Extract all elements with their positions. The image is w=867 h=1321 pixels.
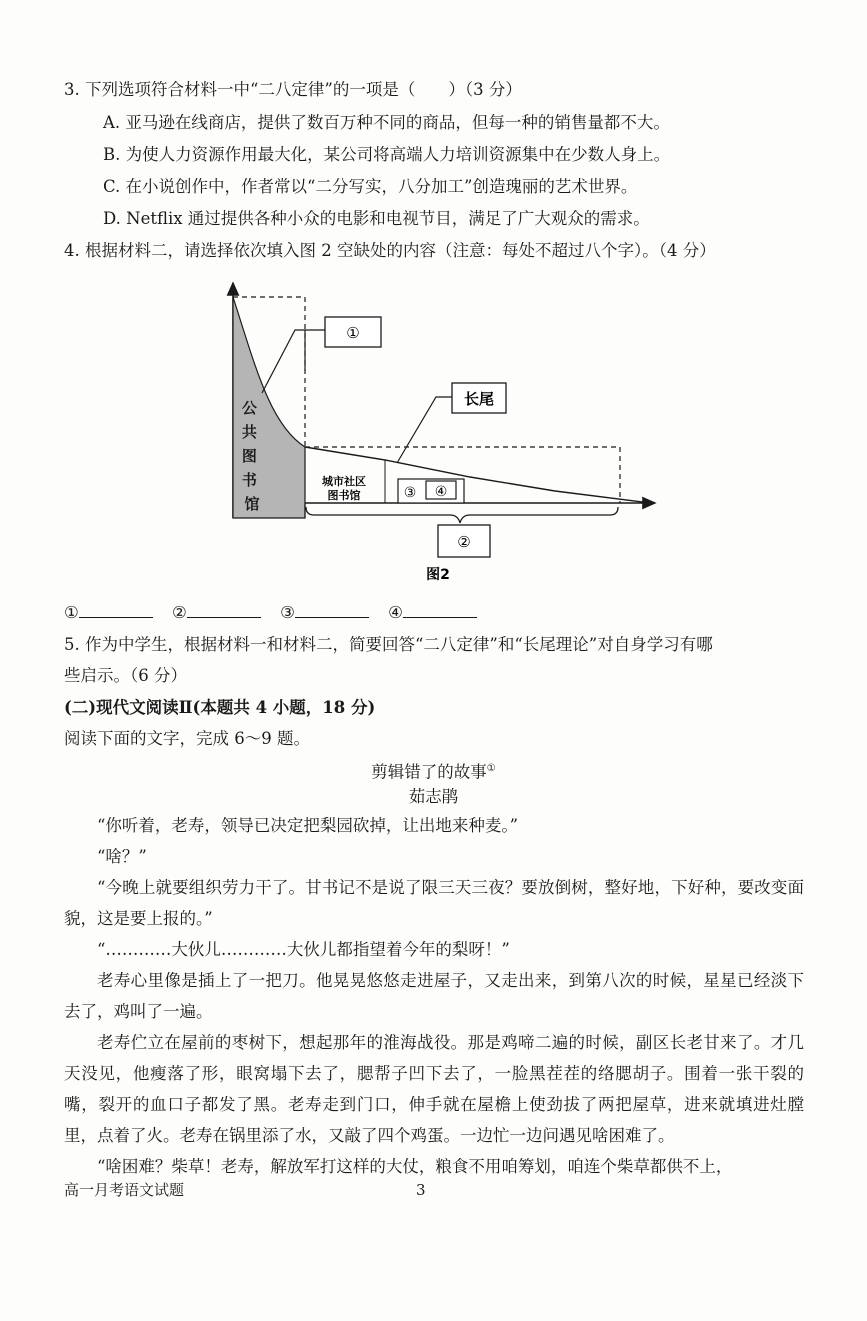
story-paragraph: “啥困难？柴草！老寿，解放军打这样的大仗，粮食不用咱筹划，咱连个柴草都供不上， [97,1157,733,1176]
story-paragraph: 老寿伫立在屋前的枣树下，想起那年的淮海战役。那是鸡啼二遍的时候，副区长老甘来了。才几天没见，他瘦落了形，眼窝塌下去了，腮帮子凹下去了，一脸黑茬茬的络腮胡子。围着一张干裂的嘴，裂开的血口子都发了黑。老寿走到门口，伸手就在屋檐上使劲拔了两把屋草，进来就填进灶膛里，点着了火。老寿在锅里添了水，又敲了四个鸡蛋。一边忙一边问遇见啥困难了。 [64,1033,804,1145]
blank-1-label: ① [64,603,79,622]
story-paragraph: “你听着，老寿，领导已决定把梨园砍掉，让出地来种麦。” [97,816,519,835]
blank-3-line[interactable] [295,601,369,618]
box-4-label: ④ [434,484,448,500]
blank-2-line[interactable] [187,601,261,618]
bottom-brace [306,507,618,523]
footer-exam-title: 高一月考语文试题 [64,1181,185,1199]
q4-stem: 4. 根据材料二，请选择依次填入图 2 空缺处的内容（注意：每处不超过八个字）。（4 分） [64,241,716,260]
section-instruction: 阅读下面的文字，完成 6～9 题。 [64,729,310,748]
public-library-label: 公 共 图 书 馆 [241,399,260,513]
q5-stem-line2: 些启示。（6 分） [64,666,187,685]
box-3-label: ③ [403,485,417,501]
story-paragraph: 老寿心里像是插上了一把刀。他晃晃悠悠走进屋子，又走出来，到第八次的时候，星星已经淡下去了，鸡叫了一遍。 [64,971,804,1021]
q3-option-d: D. Netflix 通过提供各种小众的电影和电视节目，满足了广大观众的需求。 [103,209,650,228]
story-title: 剪辑错了的故事 [371,762,487,782]
long-tail-label: 长尾 [463,390,495,408]
q3-option-a: A. 亚马逊在线商店，提供了数百万种不同的商品，但每一种的销售量都不大。 [103,113,670,132]
q5-stem-line1: 5. 作为中学生，根据材料一和材料二，简要回答“二八定律”和“长尾理论”对自身学习有哪 [64,635,713,654]
blank-3-label: ③ [280,603,295,622]
story-body [64,810,804,1182]
blank-4-line[interactable] [403,601,477,618]
blank-4-label: ④ [388,603,403,622]
story-title-line [0,758,867,784]
q3-option-b: B. 为使人力资源作用最大化，某公司将高端人力培训资源集中在少数人身上。 [103,145,671,164]
q3-stem: 3. 下列选项符合材料一中“二八定律”的一项是（ ）（3 分） [64,80,522,99]
footer-page-number: 3 [416,1181,426,1199]
box-1-label: ① [346,324,360,342]
community-library-label-1: 城市社区 [322,475,366,488]
story-author: 茹志鹃 [408,787,459,806]
figure-caption: 图2 [426,567,450,583]
story-paragraph: “啥？” [97,847,147,866]
community-library-label-2: 图书馆 [327,489,361,502]
blank-2-label: ② [172,603,187,622]
blank-1-line[interactable] [79,601,153,618]
section-heading: (二)现代文阅读Ⅱ(本题共 4 小题，18 分) [64,698,376,717]
q4-answer-blanks [64,601,491,624]
figure-2-diagram [210,275,670,595]
story-paragraph: “今晚上就要组织劳力干了。甘书记不是说了限三天三夜？要放倒树，整好地，下好种，要改变面貌，这是要上报的。” [64,878,804,928]
story-paragraph: “…………大伙儿…………大伙儿都指望着今年的梨呀！” [97,940,510,959]
box-2-label: ② [457,533,471,551]
story-footnote-mark: ① [486,763,496,774]
q3-option-c: C. 在小说创作中，作者常以“二分写实，八分加工”创造瑰丽的艺术世界。 [103,177,638,196]
